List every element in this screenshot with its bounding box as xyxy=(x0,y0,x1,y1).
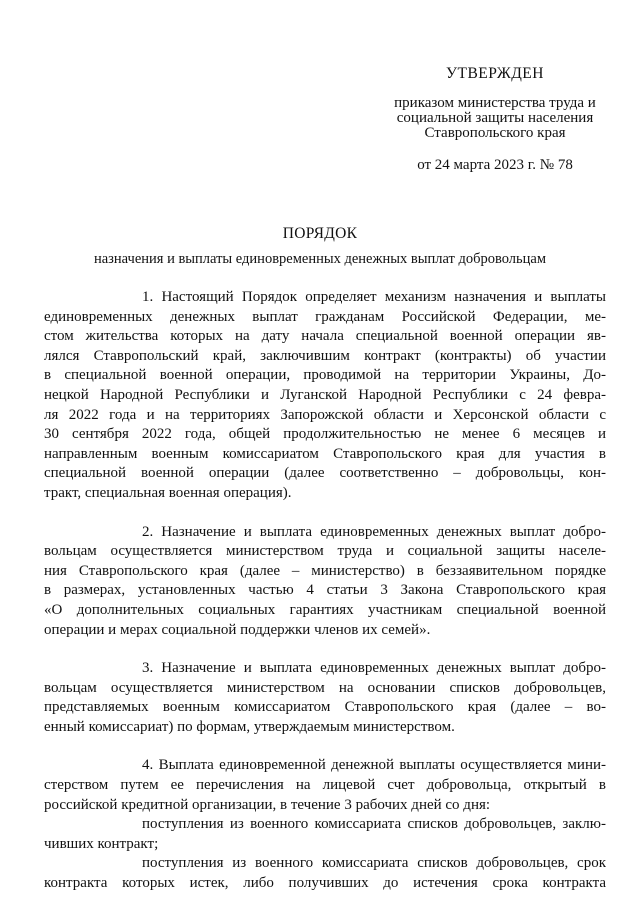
text-line: 2. Назначение и выплата единовременных денежных выплат добро- xyxy=(142,523,606,540)
text-line: 1. Настоящий Порядок определяет механизм назначения и выплаты xyxy=(142,289,606,305)
text-line: единовременных денежных выплат гражданам Российской Федерации, ме- xyxy=(44,308,606,325)
text-line: ния Ставропольского края (далее – министерство) в беззаявительном порядке xyxy=(44,562,606,579)
text-line: вольцам осуществляется министерством труда и социальной защиты населе- xyxy=(44,543,606,560)
approval-date-number: от 24 марта 2023 г. № 78 xyxy=(417,157,573,173)
text-line: стом жительства которых на дату начала специальной военной операции яв- xyxy=(44,328,606,345)
approval-order-line: социальной защиты населения xyxy=(396,110,594,126)
text-line: российской кредитной организации, в течение 3 рабочих дней со дня: xyxy=(44,796,491,813)
approval-order-text xyxy=(380,96,610,141)
approval-order-line: приказом министерства труда и xyxy=(394,95,596,111)
text-line: в специальной военной операции, проводимой на территории Украины, До- xyxy=(44,367,606,384)
text-line: поступления из военного комиссариата списков добровольцев, срок xyxy=(142,855,606,872)
text-line: лялся Ставропольский край, заключившим контракт (контракты) об участии xyxy=(44,347,606,364)
approval-stamp-block xyxy=(380,66,610,173)
approved-heading: УТВЕРЖДЕН xyxy=(446,65,544,82)
approval-order-line: Ставропольского края xyxy=(424,125,566,141)
text-line: вольцам осуществляется министерством на основании списков добровольцев, xyxy=(44,679,606,696)
text-line: ля 2022 года и на территориях Запорожской области и Херсонской области с xyxy=(44,406,606,423)
paragraph-2 xyxy=(44,523,606,641)
document-title: ПОРЯДОК xyxy=(282,225,358,242)
text-line: нецкой Народной Республики и Луганской Народной Республики с 24 февра- xyxy=(44,386,606,403)
text-line: 3. Назначение и выплата единовременных денежных выплат добро- xyxy=(142,660,606,677)
text-line: енный комиссариат) по формам, утверждаемым министерством. xyxy=(44,718,455,735)
text-line: 30 сентября 2022 года, общей продолжительностью не менее 6 месяцев и xyxy=(44,426,606,443)
document-body xyxy=(44,288,606,894)
text-line: направленным военным комиссариатом Ставропольского края для участия в xyxy=(44,445,606,462)
document-subtitle: назначения и выплаты единовременных денежных выплат добровольцам xyxy=(93,251,547,267)
text-line: 4. Выплата единовременной денежной выплаты осуществляется мини- xyxy=(142,757,606,774)
text-line: в размерах, установленных частью 4 статьи 3 Закона Ставропольского края xyxy=(44,582,606,599)
text-line: специальной военной операции (далее соответственно – добровольцы, кон- xyxy=(44,465,606,482)
text-line: поступления из военного комиссариата списков добровольцев, заклю- xyxy=(142,816,606,833)
text-line: представляемых военным комиссариатом Ставропольского края (далее – во- xyxy=(44,699,606,716)
paragraph-1 xyxy=(44,288,606,504)
text-line: операции и мерах социальной поддержки членов их семей». xyxy=(44,621,431,638)
text-line: контракта которых истек, либо получивших до истечения срока контракта xyxy=(44,875,606,892)
paragraph-3 xyxy=(44,659,606,737)
paragraph-4 xyxy=(44,756,606,893)
text-line: «О дополнительных социальных гарантиях участникам специальной военной xyxy=(44,601,606,618)
text-line: чивших контракт; xyxy=(44,835,159,852)
text-line: стерством путем ее перечисления на лицевой счет добровольца, открытый в xyxy=(44,777,606,794)
text-line: тракт, специальная военная операция). xyxy=(44,484,292,501)
